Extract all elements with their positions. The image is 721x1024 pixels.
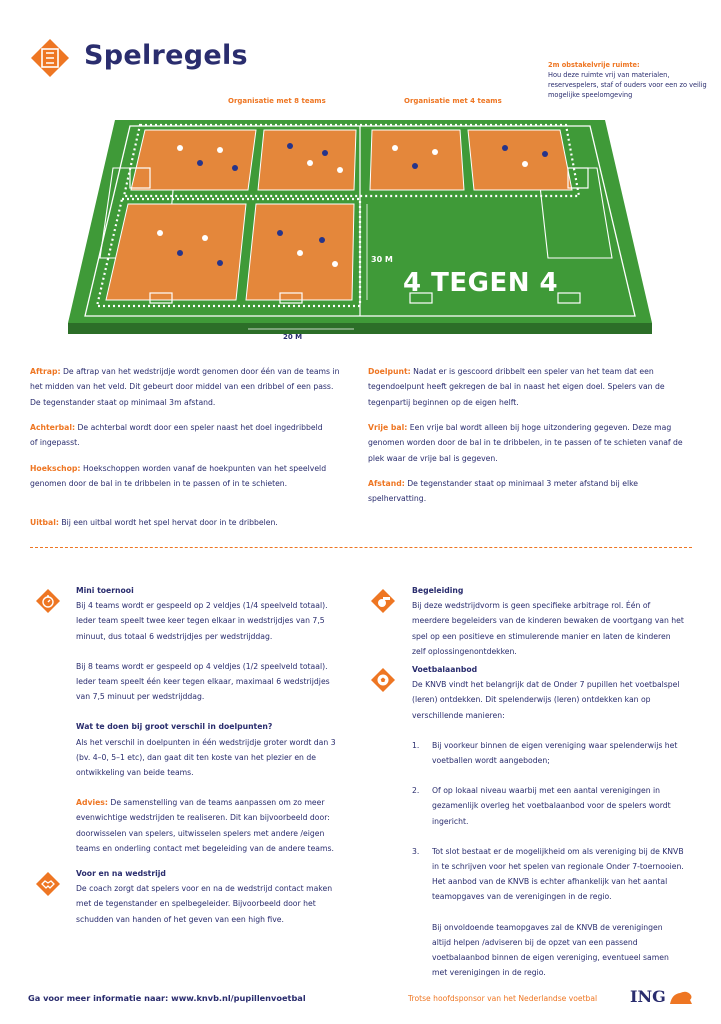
mini-paragraph-2: Bij 8 teams wordt er gespeeld op 4 veldjes (1/2 speelveld totaal). Ieder team speelt één keer tegen elkaar, maximaal 6 wedstrijdjes van 7,5 minuut per wedstrijddag. [76,661,330,702]
knvb-logo-icon [30,38,70,78]
label-4-teams: Organisatie met 4 teams [404,97,502,105]
rule-vrijebal-key: Vrije bal: [368,423,408,432]
footer-info-link[interactable]: Ga voor meer informatie naar: www.knvb.nl/pupillenvoetbal [28,993,306,1003]
rule-achterbal-text: De achterbal wordt door een speler naast het doel ingedribbeld of ingepasst. [30,423,323,448]
rule-hoekschop-key: Hoekschop: [30,464,81,473]
handshake-icon [36,872,60,896]
rule-achterbal-key: Achterbal: [30,423,76,432]
label-8-teams: Organisatie met 8 teams [228,97,326,105]
format-label: 4 TEGEN 4 [403,268,559,298]
rule-doelpunt-key: Doelpunt: [368,367,411,376]
mini-heading: Mini toernooi [76,586,134,595]
aanbod-intro: De KNVB vindt het belangrijk dat de Onder 7 pupillen het voetbalspel (leren) ontdekken. Dit spelenderwijs (leren) ontdekken kan op verschillende manieren: [412,680,680,720]
rule-aftrap-key: Aftrap: [30,367,61,376]
rule-afstand [368,476,668,507]
advies-key: Advies: [76,798,108,808]
field-illustration [60,108,660,350]
mini-subheading: Wat te doen bij groot verschil in doelpunten? [76,722,273,732]
rule-hoekschop-text: Hoekschoppen worden vanaf de hoekpunten van het speelveld genomen door de bal in te dribbelen in te passen of in te schieten. [30,464,327,489]
rule-doelpunt [368,364,680,410]
aanbod-list [412,738,684,905]
whistle-icon [371,589,395,613]
mini-paragraph-1: Bij 4 teams wordt er gespeeld op 2 veldjes (1/4 speelveld totaal). Ieder team speelt twee keer tegen elkaar in wedstrijdjes van 7,5 minuut, dus totaal 6 wedstrijdjes per wedstrijddag. [76,601,328,641]
stopwatch-icon [36,589,60,613]
rule-uitbal [30,515,346,530]
rule-hoekschop [30,461,330,492]
rule-aftrap [30,364,346,410]
page-title: Spelregels [84,40,248,71]
section-begeleiding [412,583,684,659]
rule-vrijebal-text: Een vrije bal wordt alleen bij hoge uitzondering gegeven. Deze mag genomen worden door de bal in te dribbelen, in te passen of te schieten vanaf de plek waar de vrije bal is gegeven. [368,423,683,463]
obstacle-free-note [548,60,718,100]
football-icon [371,668,395,692]
list-item: 3. Tot slot bestaat er de mogelijkheid om als vereniging bij de KNVB in te schrijven voor het spelen van regionale Onder 7-toernooien. Het aanbod van de KNVB is echter afhankelijk van het aantal teamopgaves van de verenigingen in de regio. [412,846,684,902]
voorna-text: De coach zorgt dat spelers voor en na de wedstrijd contact maken met de tegenstander en spelbegeleider. Bijvoorbeeld door het schudden van handen of het geven van een high five. [76,884,333,924]
begeleiding-heading: Begeleiding [412,586,464,595]
section-divider [30,547,692,548]
mini-paragraph-3: Als het verschil in doelpunten in één wedstrijdje groter wordt dan 3 (bv. 4–0, 5–1 etc), dan gaat dit ten koste van het plezier en de ontwikkeling van beide teams. [76,737,336,778]
voorna-heading: Voor en na wedstrijd [76,869,166,878]
rule-achterbal [30,420,330,451]
list-item: 2. Of op lokaal niveau waarbij met een aantal verenigingen in gezamenlijk overleg het voetbalaanbod voor de spelers wordt ingericht. [412,786,671,826]
rule-afstand-key: Afstand: [368,479,405,488]
aanbod-closing: Bij onvoldoende teamopgaves zal de KNVB de verenigingen altijd helpen /adviseren bij de opzet van een passend voetbalaanbod binnen de eigen vereniging, eventueel samen met verenigingen in de regio. [432,922,669,978]
dimension-height: 30 M [371,255,393,264]
section-voor-en-na [76,866,346,927]
lion-icon [668,988,694,1006]
begeleiding-text: Bij deze wedstrijdvorm is geen specifieke arbitrage rol. Één of meerdere begeleiders van de kinderen bewaken de voortgang van het spel op een positieve en stimulerende manier en laten de kinderen zelf oplossingenontdekken. [412,601,684,656]
rule-doelpunt-text: Nadat er is gescoord dribbelt een speler van het team dat een tegendoelpunt heeft gekregen de bal in naast het eigen doel. Spelers van de tegenpartij beginnen op de eigen helft. [368,367,665,407]
dimension-width: 20 M [283,333,303,341]
list-item: 1. Bij voorkeur binnen de eigen vereniging waar spelenderwijs het voetballen wordt aangeboden; [412,740,678,766]
section-mini-toernooi [76,583,346,856]
rule-uitbal-key: Uitbal: [30,518,59,527]
section-voetbalaanbod [412,662,684,980]
rule-uitbal-text: Bij een uitbal wordt het spel hervat door in te dribbelen. [58,518,278,527]
note-text: Hou deze ruimte vrij van materialen, reservespelers, staf of ouders voor een zo veilig mogelijke speelomgeving [548,71,707,99]
note-heading: 2m obstakelvrije ruimte: [548,61,640,69]
rule-vrijebal [368,420,690,466]
advies-text: De samenstelling van de teams aanpassen om zo meer evenwichtige wedstrijden te realiseren. Dit kan bijvoorbeeld door: doorwisselen van spelers, uitwisselen spelers met andere /eigen teams en onderling contact met begeleiding van de andere teams. [76,798,334,853]
rule-aftrap-text: De aftrap van het wedstrijdje wordt genomen door één van de teams in het midden van het veld. Dit gebeurt door middel van een dribbel of een pass. De tegenstander staat op minimaal 3m afstand. [30,367,340,407]
rule-afstand-text: De tegenstander staat op minimaal 3 meter afstand bij elke spelhervatting. [368,479,639,504]
aanbod-heading: Voetbalaanbod [412,665,478,674]
ing-logo: ING [630,987,666,1006]
footer-sponsor-text: Trotse hoofdsponsor van het Nederlandse voetbal [408,994,598,1003]
